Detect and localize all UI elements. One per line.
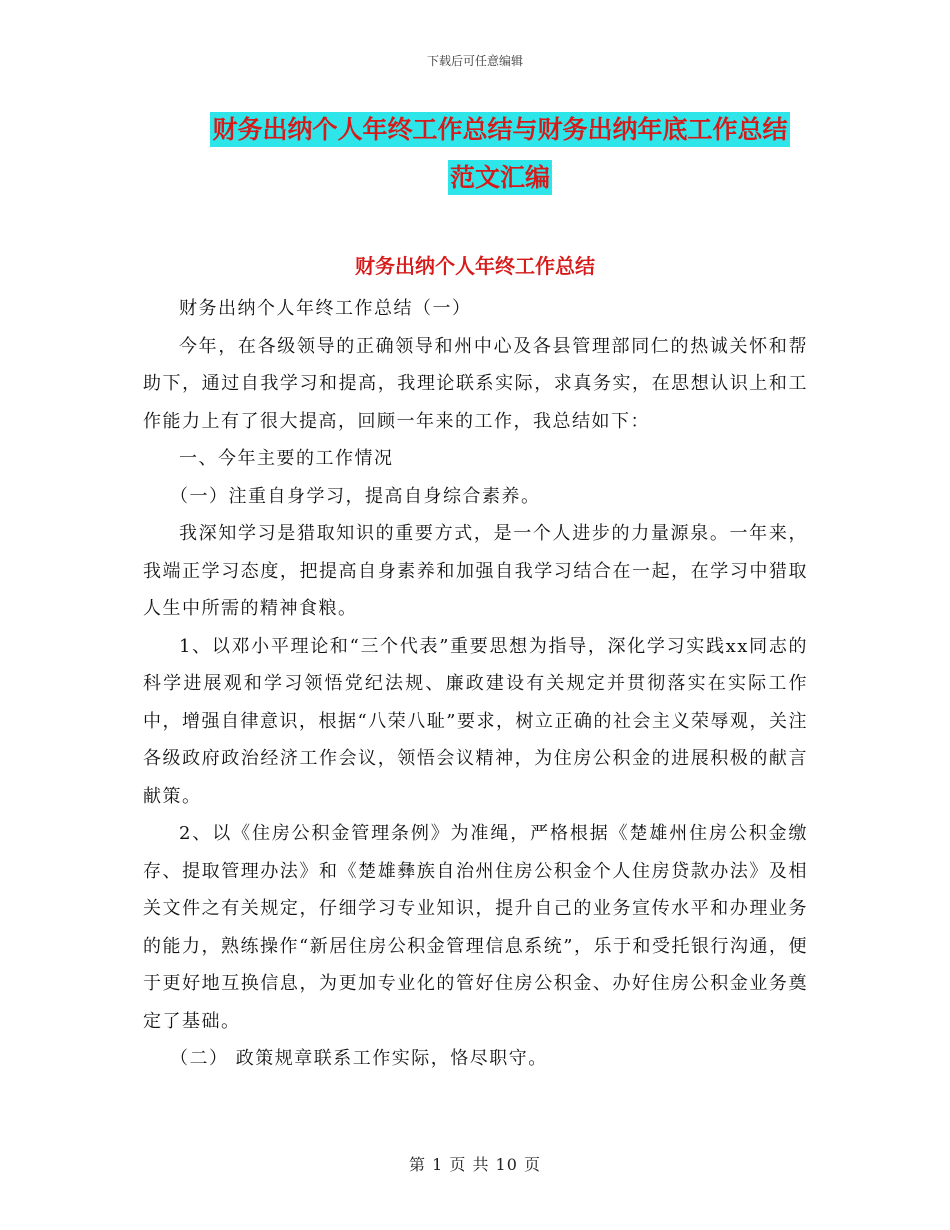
paragraph-subsection-heading: （二） 政策规章联系工作实际，恪尽职守。 (170, 1048, 548, 1069)
paragraph-section-heading: 一、今年主要的工作情况 (179, 448, 394, 469)
paragraph-subsection-heading: （一）注重自身学习，提高自身综合素养。 (170, 485, 541, 507)
section-heading: 财务出纳个人年终工作总结 (355, 254, 595, 278)
title-line-1: 财务出纳个人年终工作总结与财务出纳年底工作总结 (210, 112, 789, 147)
page-number: 第 1 页 共 10 页 (409, 1155, 541, 1174)
paragraph: 我深知学习是猎取知识的重要方式，是一个人进步的力量源泉。一年来，我端正学习态度，把提高自身素养和加强自我学习结合在一起，在学习中猎取人生中所需的精神食粮。 (143, 523, 808, 619)
title-line-2: 范文汇编 (448, 160, 552, 195)
paragraph-subheading: 财务出纳个人年终工作总结（一） (179, 298, 472, 319)
paragraph: 今年，在各级领导的正确领导和州中心及各县管理部同仁的热诚关怀和帮助下，通过自我学习和提高，我理论联系实际，求真务实，在思想认识上和工作能力上有了很大提高，回顾一年来的工作，我总结如下： (143, 335, 808, 432)
page-header-note: 下载后可任意编辑 (426, 54, 523, 68)
document-body (143, 290, 808, 1078)
document-title (140, 106, 860, 202)
paragraph: 1、以邓小平理论和“三个代表”重要思想为指导，深化学习实践xx同志的科学进展观和学习领悟党纪法规、廉政建设有关规定并贯彻落实在实际工作中，增强自律意识，根据“八荣八耻”要求，树立正确的社会主义荣辱观，关注各级政府政治经济工作会议，领悟会议精神，为住房公积金的进展积极的献言献策。 (143, 635, 808, 807)
paragraph: 2、以《住房公积金管理条例》为准绳，严格根据《楚雄州住房公积金缴存、提取管理办法》和《楚雄彝族自治州住房公积金个人住房贷款办法》及相关文件之有关规定，仔细学习专业知识，提升自己的业务宣传水平和办理业务的能力，熟练操作“新居住房公积金管理信息系统”，乐于和受托银行沟通，便于更好地互换信息，为更加专业化的管好住房公积金、办好住房公积金业务奠定了基础。 (143, 823, 808, 1032)
